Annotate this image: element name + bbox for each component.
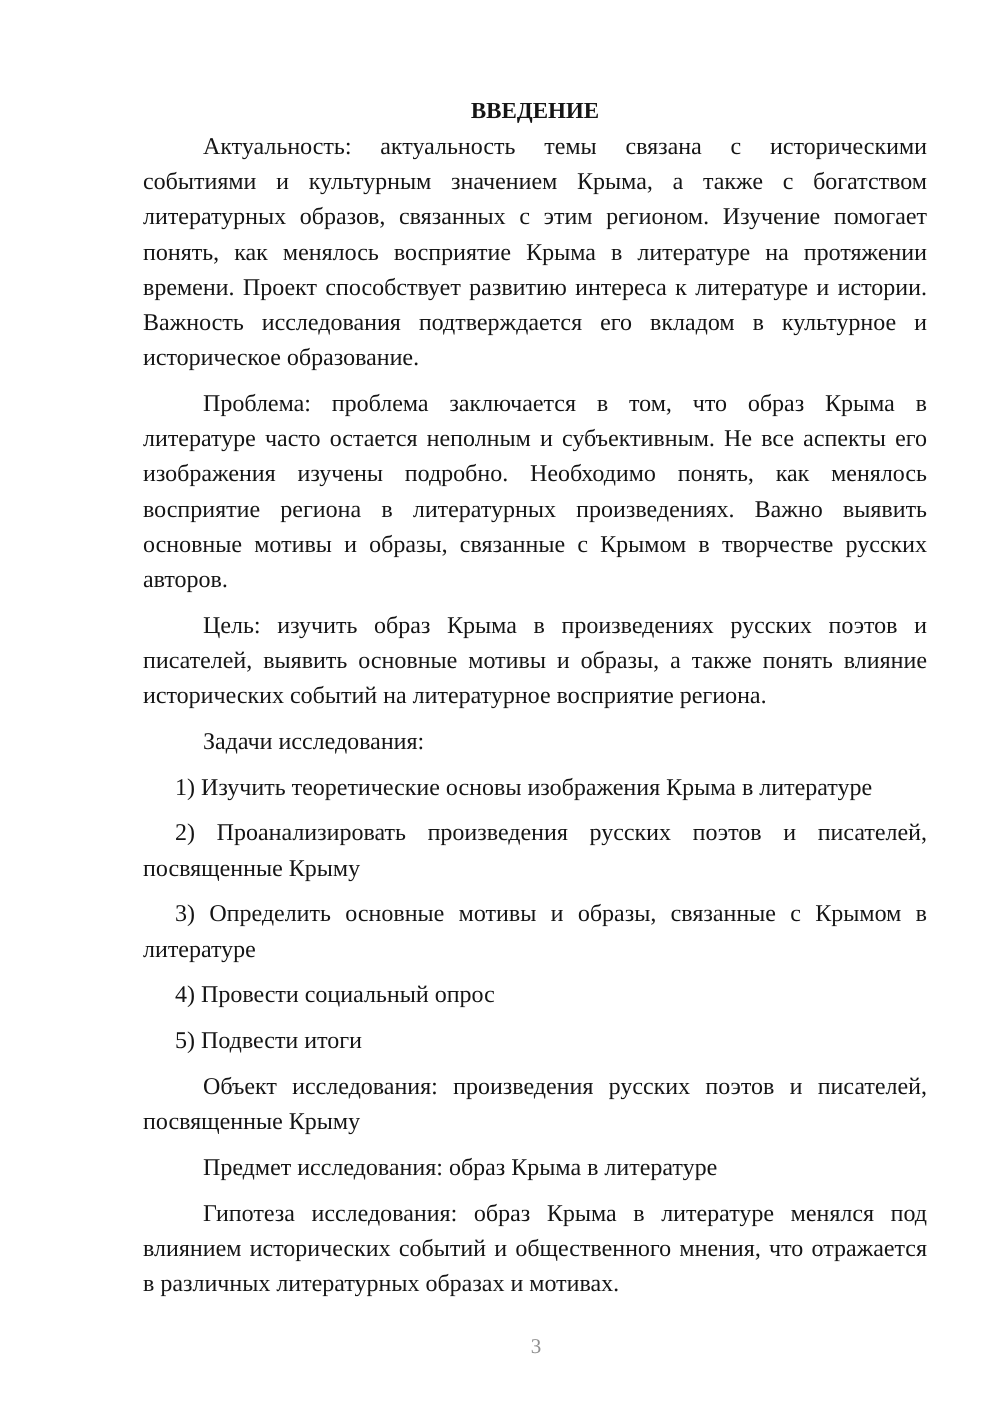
tasks-heading: Задачи исследования: <box>203 729 425 756</box>
task-item-2: 2) Проанализировать произведения русских поэтов и писателей, посвященные Крыму <box>143 820 927 882</box>
goal-paragraph: Цель: изучить образ Крыма в произведениях русских поэтов и писателей, выявить основные мотивы и образы, а также понять влияние исторических событий на литературное восприятие региона. <box>143 612 927 710</box>
subject-paragraph: Предмет исследования: образ Крыма в литературе <box>203 1155 718 1182</box>
page-number: 3 <box>530 1334 542 1358</box>
relevance-paragraph: Актуальность: актуальность темы связана с историческими событиями и культурным значением Крыма, а также с богатством литературных образов, связанных с этим регионом. Изучение помогает понять, как менялось восприятие Крыма в литературе на протяжении времени. Проект способствует развитию интереса к литературе и истории. Важность исследования подтверждается его вкладом в культурное и историческое образование. <box>143 134 927 372</box>
task-item-3: 3) Определить основные мотивы и образы, связанные с Крымом в литературе <box>143 901 927 963</box>
document-body <box>143 92 927 1302</box>
task-item-1: 1) Изучить теоретические основы изображения Крыма в литературе <box>175 774 873 801</box>
page-title: ВВЕДЕНИЕ <box>470 98 600 123</box>
problem-paragraph: Проблема: проблема заключается в том, что образ Крыма в литературе часто остается неполным и субъективным. Не все аспекты его изображения изучены подробно. Необходимо понять, как менялось восприятие региона в литературных произведениях. Важно выявить основные мотивы и образы, связанные с Крымом в творчестве русских авторов. <box>143 391 927 594</box>
task-item-5: 5) Подвести итоги <box>175 1028 362 1055</box>
object-paragraph: Объект исследования: произведения русских поэтов и писателей, посвященные Крыму <box>143 1074 927 1136</box>
hypothesis-paragraph: Гипотеза исследования: образ Крыма в литературе менялся под влиянием исторических событий и общественного мнения, что отражается в различных литературных образах и мотивах. <box>143 1200 927 1298</box>
task-item-4: 4) Провести социальный опрос <box>175 982 495 1009</box>
